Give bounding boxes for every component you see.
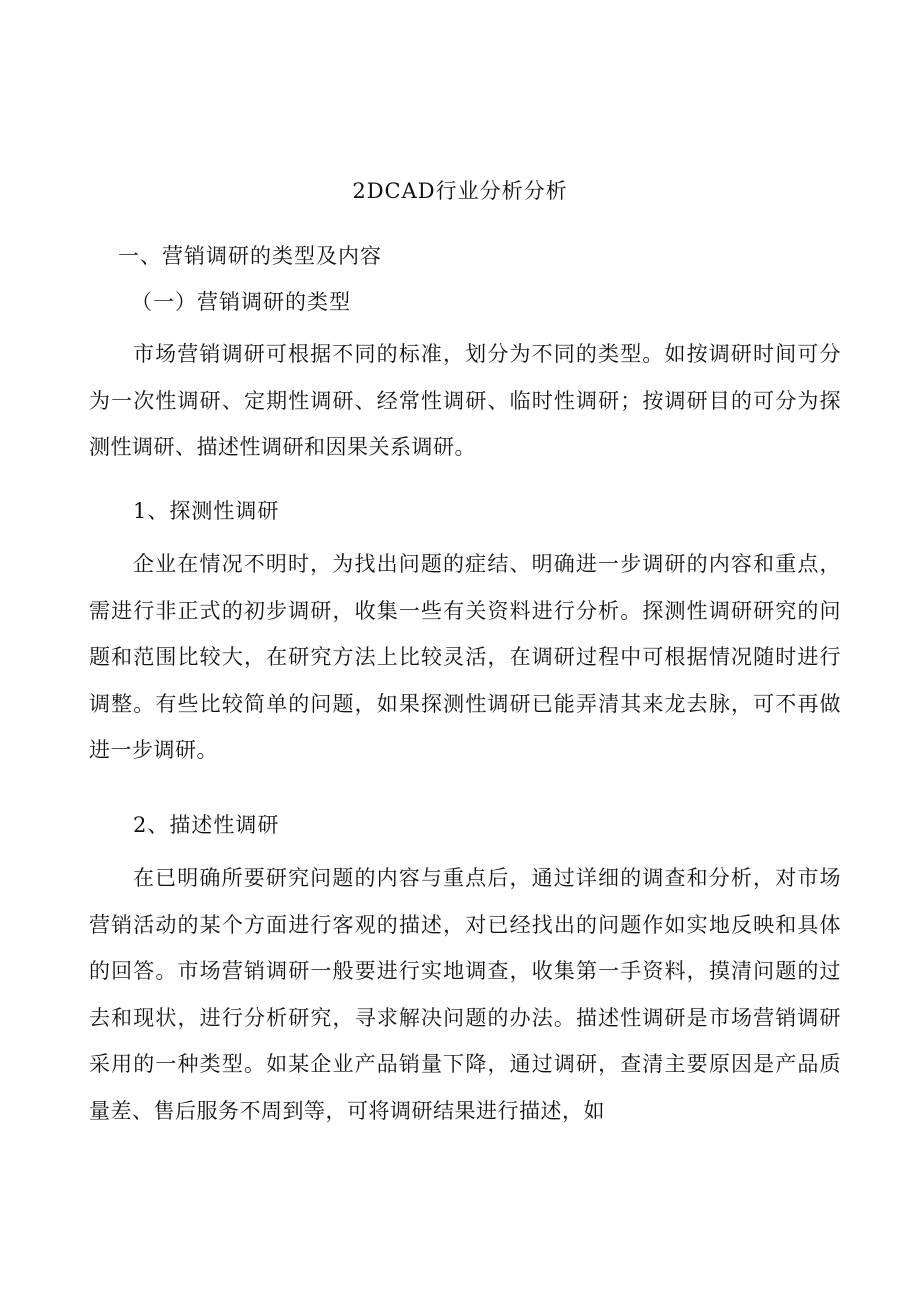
paragraph-intro: 市场营销调研可根据不同的标准，划分为不同的类型。如按调研时间可分为一次性调研、定期性调研、经常性调研、临时性调研；按调研目的可分为探测性调研、描述性调研和因果关系调研。 (89, 342, 841, 459)
subsection-heading-1: （一）营销调研的类型 (131, 290, 351, 314)
item-heading-exploratory: 1、探测性调研 (133, 499, 280, 523)
paragraph-descriptive: 在已明确所要研究问题的内容与重点后，通过详细的调查和分析，对市场营销活动的某个方面进行客观的描述，对已经找出的问题作如实地反映和具体的回答。市场营销调研一般要进行实地调查，收集第一手资料，摸清问题的过去和现状，进行分析研究，寻求解决问题的办法。描述性调研是市场营销调研采用的一种类型。如某企业产品销量下降，通过调研，查清主要原因是产品质量差、售后服务不周到等，可将调研结果进行描述，如 (89, 866, 841, 1123)
paragraph-exploratory: 企业在情况不明时，为找出问题的症结、明确进一步调研的内容和重点，需进行非正式的初步调研，收集一些有关资料进行分析。探测性调研研究的问题和范围比较大，在研究方法上比较灵活，在调研过程中可根据情况随时进行调整。有些比较简单的问题，如果探测性调研已能弄清其来龙去脉，可不再做进一步调研。 (89, 552, 841, 762)
section-heading-1: 一、营销调研的类型及内容 (118, 244, 382, 268)
document-title: 2DCAD行业分析分析 (352, 179, 568, 203)
item-heading-descriptive: 2、描述性调研 (133, 813, 280, 837)
